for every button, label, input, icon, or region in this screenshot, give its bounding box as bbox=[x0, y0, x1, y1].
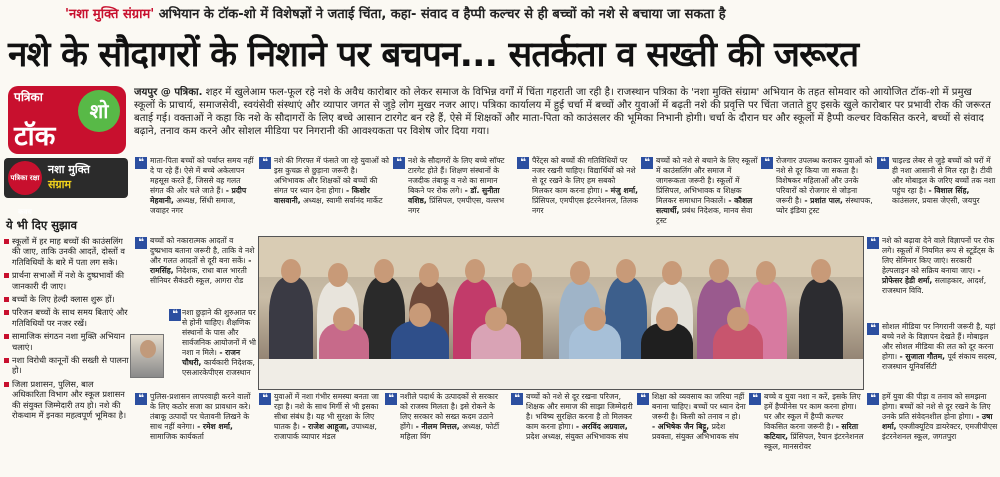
quote-box bbox=[636, 392, 746, 476]
quote-icon: ❝ bbox=[877, 157, 889, 169]
quote-box bbox=[866, 392, 998, 476]
quote-box bbox=[392, 156, 514, 234]
suggestion-item: नशा विरोधी कानूनों की सख्ती से पालना हो। bbox=[4, 355, 130, 376]
quote-icon: ❝ bbox=[135, 393, 147, 405]
quote-box bbox=[168, 308, 256, 390]
quote-name: - मंजु शर्मा, bbox=[604, 186, 638, 195]
quote-text: पैरेंट्स को बच्चों की गतिविधियों पर नजर रखनी चाहिए। विद्यार्थियों को नशे से दूर रखने के लिए हम सबको मिलकर काम करना होगा। bbox=[532, 156, 636, 195]
kicker-line bbox=[0, 0, 1000, 28]
suggestion-item: बच्चों के लिए हेल्दी क्लास शुरू हों। bbox=[4, 294, 130, 304]
quote-icon: ❝ bbox=[135, 237, 147, 249]
quote-box bbox=[258, 392, 382, 476]
quote-icon: ❝ bbox=[169, 309, 181, 321]
quote-icon: ❝ bbox=[393, 157, 405, 169]
quote-box bbox=[134, 156, 256, 234]
quote-text: शिक्षा को व्यवसाय का जरिया नहीं बनाना चाहिए। बच्चों पर ध्यान देना जरूरी है। किसी को तनाव न हो। bbox=[652, 392, 746, 421]
quote-icon: ❝ bbox=[511, 393, 523, 405]
logo-talk: टॉक bbox=[14, 121, 56, 152]
group-photo bbox=[258, 236, 864, 390]
raksha-kavach-seal: पत्रिका रक्षा कवच bbox=[8, 161, 42, 195]
speaker-thumbnail bbox=[130, 334, 164, 378]
intro-paragraph bbox=[134, 86, 992, 152]
suggestions-sidebar bbox=[0, 156, 132, 477]
quote-text: नशे को बढ़ावा देने वाले विज्ञापनों पर रोक लगे। स्कूलों में नियमित रूप से स्टूडेंट्स के लिए सेमिनार किए जाएं। सरकारी हेल्पलाइन को सक्रिय बनाया जाए। bbox=[882, 236, 995, 275]
quote-role: उपाध्यक्ष, राजापार्क व्यापार मंडल bbox=[274, 422, 377, 441]
quote-icon: ❝ bbox=[385, 393, 397, 405]
quote-text: हमें युवा की पीड़ा व तनाव को समझना होगा। बच्चों को नशे से दूर रखने के लिए उनके प्रति संवेदनशील होना होगा। bbox=[882, 392, 991, 421]
quote-role: प्रिंसिपल, एमपीएस, वल्लभ नगर bbox=[408, 196, 505, 215]
badge-line1: नशा मुक्ति bbox=[48, 163, 90, 176]
quote-icon: ❝ bbox=[135, 157, 147, 169]
quote-icon: ❝ bbox=[867, 393, 879, 405]
quote-role: निदेशक, राधा बाल भारती सीनियर सैकंडरी स्कूल, आगरा रोड bbox=[150, 266, 247, 285]
quote-text: रोजगार उपलब्ध कराकर युवाओं को नशे से दूर किया जा सकता है। विशेषकर महिलाओं और उनके परिवारों को रोजगार से जोड़ना जरूरी है। bbox=[776, 156, 873, 205]
quote-box bbox=[134, 236, 256, 306]
quote-box bbox=[876, 156, 998, 234]
quote-box bbox=[866, 322, 998, 390]
quote-name: - रामसिंह, bbox=[150, 256, 252, 275]
quote-text: चाइल्ड लेबर से जुड़े बच्चों को घरों में ही नशा आसानी से मिल रहा है। टीवी और मोबाइल के जरिए बच्चों तक नशा पहुंच रहा है। bbox=[892, 156, 996, 195]
quote-text: नशे की गिरफ्त में फंसते जा रहे युवाओं को इस कुचक्र से छुड़ाना जरूरी है। अभिभावक और शिक्षकों को बच्चों की संगत पर ध्यान देना होगा। bbox=[274, 156, 390, 195]
quote-box bbox=[866, 236, 998, 320]
campaign-tag: 'नशा मुक्ति संग्राम' bbox=[65, 7, 155, 22]
quote-name: - विशाल सिंह, bbox=[928, 186, 970, 195]
quote-name: - कौशल सत्यार्थी, bbox=[656, 196, 753, 215]
quote-name: - सरिता कटियार, bbox=[764, 422, 859, 441]
suggestion-item: परिजन बच्चों के साथ समय बिताएं और गतिविधियों पर नजर रखें। bbox=[4, 307, 130, 328]
quote-name: - प्रोफेसर हेडी शर्मा, bbox=[882, 266, 981, 285]
badge-line2: संग्राम bbox=[48, 178, 72, 191]
quote-role: प्रदेश प्रवक्ता, संयुक्त अभिभावक संघ bbox=[652, 422, 739, 441]
quote-text: बच्चों को नशे से बचाने के लिए स्कूलों में काउंसलिंग और समाज में जागरूकता जरूरी है। स्कूलों में प्रिंसिपल, अभिभावक व शिक्षक मिलकर समाधान निकालें। bbox=[656, 156, 758, 205]
quote-icon: ❝ bbox=[761, 157, 773, 169]
logo-patrika: पत्रिका bbox=[14, 90, 43, 104]
suggestion-item: स्कूलों में हर माह बच्चों की काउंसलिंग की जाए, ताकि उनकी आदतें, दोस्तों व गतिविधियों के बारे में पता लग सके। bbox=[4, 236, 130, 267]
quote-role: अध्यक्ष, स्वामी सर्वानंद मार्केट bbox=[303, 196, 383, 205]
headline: नशे के सौदागरों के निशाने पर बचपन... सतर्कता व सख्ती की जरूरत bbox=[8, 35, 859, 75]
quote-name: - किशोर वासवानी, bbox=[274, 186, 370, 205]
suggestions-list bbox=[4, 236, 130, 424]
badge-title bbox=[48, 162, 90, 192]
quote-name: - राजेश आहूजा, bbox=[302, 422, 349, 431]
quote-box bbox=[516, 156, 638, 234]
quote-role: कार्यकारी निदेशक, एसआरकेपीएस राजस्थान bbox=[182, 358, 255, 377]
quote-box bbox=[134, 392, 256, 476]
quote-text: नशा छुड़ाने की शुरुआत घर से होनी चाहिए। शैक्षणिक संस्थानों के पास और सार्वजनिक आयोजनों में भी नशा न मिले। bbox=[182, 308, 256, 357]
quote-name: - उषा शर्मा, bbox=[882, 412, 993, 431]
quote-name: - अभिषेक जैन बिट्टू, bbox=[652, 422, 710, 431]
quote-role: प्रदेश अध्यक्ष, संयुक्त अभिभावक संघ bbox=[526, 432, 629, 441]
quote-icon: ❝ bbox=[259, 157, 271, 169]
quote-icon: ❝ bbox=[867, 323, 879, 335]
quote-text: नशीले पदार्थ के उत्पादकों से सरकार को राजस्व मिलता है। इसे रोकने के लिए सरकार को सख्त कदम उठाने होंगे। bbox=[400, 392, 498, 431]
quote-icon: ❝ bbox=[749, 393, 761, 405]
quote-box bbox=[640, 156, 758, 234]
quote-role: सलाहकार, आदर्श, राजस्थान विवि. bbox=[882, 276, 987, 295]
quote-box bbox=[760, 156, 874, 234]
quote-icon: ❝ bbox=[517, 157, 529, 169]
suggestion-item: प्रार्थना सभाओं में नशे के दुष्प्रभावों की जानकारी दी जाए। bbox=[4, 270, 130, 291]
quote-text: सोशल मीडिया पर निगरानी जरूरी है, यहां बच्चे नशे के विज्ञापन देखते हैं। मोबाइल और सोशल मीडिया की लत को दूर करना होगा। bbox=[882, 322, 996, 361]
quote-role: प्रिंसिपल, रैयान इंटरनेशनल स्कूल, मानसरोवर bbox=[764, 432, 864, 451]
quote-role: अध्यक्ष, सिंधी समाज, जवाहर नगर bbox=[150, 196, 236, 215]
suggestions-title: ये भी दिए सुझाव bbox=[6, 218, 78, 232]
dateline: जयपुर @ पत्रिका. bbox=[134, 87, 203, 98]
quote-text: पुलिस-प्रशासन लापरवाही करने वालों के लिए कठोर सजा का प्रावधान करे। तंबाकू उत्पादों पर चेतावनी लिखने के साथ नहीं बनेगा। bbox=[150, 392, 251, 431]
campaign-badge bbox=[4, 158, 128, 216]
quote-role: प्रिंसिपल, एमपीएस इंटरनेशनल, तिलक नगर bbox=[532, 196, 638, 215]
quote-box bbox=[258, 156, 390, 234]
quote-text: बच्चों को नशे से दूर रखना परिजन, शिक्षक और समाज की साझा जिम्मेदारी है। भविष्य सुरक्षित करना है तो मिलकर काम करना होगा। bbox=[526, 392, 633, 431]
quote-text: नशे के सौदागरों के लिए बच्चे सॉफ्ट टारगेट होते हैं। शिक्षण संस्थानों के नजदीक तंबाकू व नशे का सामान बिकने पर रोक लगे। bbox=[408, 156, 505, 195]
quote-name: - सुजाता गौतम, bbox=[899, 352, 946, 361]
quote-role: एक्जीक्यूटिव डायरेक्टर, एमजीपीएस इंटरनेशनल स्कूल, जगतपुरा bbox=[882, 422, 998, 441]
suggestion-item: जिला प्रशासन, पुलिस, बाल अधिकारिता विभाग और स्कूल प्रशासन की संयुक्त जिम्मेदारी तय हो। नशे की रोकथाम में इनका महत्वपूर्ण भूमिका है। bbox=[4, 379, 130, 421]
quote-role: काउंसलर, प्रयास जेएसी, जयपुर bbox=[892, 196, 980, 205]
quote-name: - राजन चौधरी, bbox=[182, 348, 241, 367]
quote-box bbox=[510, 392, 634, 476]
talk-show-logo bbox=[8, 86, 126, 154]
quote-text: बच्चे व युवा नशा न करें, इसके लिए हमें हैप्पीनेस पर काम करना होगा। घर और स्कूल में हैप्पी कल्चर विकसित करना जरूरी है। bbox=[764, 392, 861, 431]
quote-text: माता-पिता बच्चों को पर्याप्त समय नहीं दे पा रहे हैं। ऐसे में बच्चे अकेलापन महसूस करते हैं, जिससे वह गलत संगत की ओर चले जाते हैं। bbox=[150, 156, 254, 195]
quote-name: - डॉ. सुनीता वशिष्ठ, bbox=[408, 186, 500, 205]
quote-role: सामाजिक कार्यकर्ता bbox=[150, 432, 204, 441]
quote-name: - रमेश शर्मा, bbox=[197, 422, 233, 431]
logo-show-circle: शो bbox=[78, 90, 120, 132]
quote-text: बच्चों को नकारात्मक आदतों व दुष्प्रभाव बताना जरूरी है, ताकि वे नशे और गलत आदतों से दूरी बना सकें। bbox=[150, 236, 255, 265]
quote-role: प्रबंध निदेशक, मानव सेवा ट्रस्ट bbox=[656, 206, 753, 225]
suggestion-item: सामाजिक संगठन नशा मुक्ति अभियान चलाएं। bbox=[4, 331, 130, 352]
quote-text: युवाओं में नशा गंभीर समस्या बनता जा रहा है। नशे के साथ मिर्गी से भी इसका सीधा संबंध है। यह भी सुरक्षा के लिए घातक है। bbox=[274, 392, 379, 431]
quote-role: अध्यक्ष, फोर्टी महिला विंग bbox=[400, 422, 500, 441]
quote-box bbox=[384, 392, 508, 476]
kicker-text: अभियान के टॉक-शो में विशेषज्ञों ने जताई चिंता, कहा- संवाद व हैप्पी कल्चर से ही बच्चों को नशे से बचाया जा सकता है bbox=[154, 7, 726, 22]
quote-icon: ❝ bbox=[259, 393, 271, 405]
quote-icon: ❝ bbox=[641, 157, 653, 169]
quote-role: संस्थापक, प्योर इंडिया ट्रस्ट bbox=[776, 196, 873, 215]
quote-name: - प्रदीप मेहवानी, bbox=[150, 186, 247, 205]
quote-icon: ❝ bbox=[867, 237, 879, 249]
quote-name: - नीलम मित्तल, bbox=[415, 422, 460, 431]
intro-body: शहर में खुलेआम फल-फूल रहे नशे के अवैध कारोबार को लेकर समाज के विभिन्न वर्गों में चिंता गहराती जा रही है। राजस्थान पत्रिका के 'नशा मुक्ति संग्राम' अभियान के तहत सोमवार को आयोजित टॉक-शो में प्रमुख स्कूलों के प्राचार्य, समाजसेवी, स्वयंसेवी संस्थाएं और व्यापार जगत से जुड़े लोग मुखर नजर आए। पत्रिका कार्यालय में हुई चर्चा में बच्चों और युवाओं में बढ़ती नशे की प्रवृत्ति पर चिंता जताते हुए इसके खुले कारोबार पर प्रभावी रोक की जरूरत बताई गई। वक्ताओं ने कहा कि नशे के सौदागरों के लिए बच्चे आसान टारगेट बन रहे हैं, ऐसे में शिक्षकों और माता-पिता को काउंसलर की भूमिका निभानी होगी। चर्चा के दौरान घर और स्कूलों में हैप्पी कल्चर विकसित करने, बच्चों से संवाद बढ़ाने, तनाव कम करने और सोशल मीडिया पर निगरानी की आवश्यकता पर विशेष जोर दिया गया। bbox=[134, 87, 991, 137]
quote-name: - प्रशांत पाल, bbox=[804, 196, 843, 205]
quote-name: - अरविंद अग्रवाल, bbox=[575, 422, 628, 431]
quote-role: पूर्व संकाय सदस्य, राजस्थान यूनिवर्सिटी bbox=[882, 352, 998, 371]
quote-icon: ❝ bbox=[637, 393, 649, 405]
quote-box bbox=[748, 392, 864, 476]
